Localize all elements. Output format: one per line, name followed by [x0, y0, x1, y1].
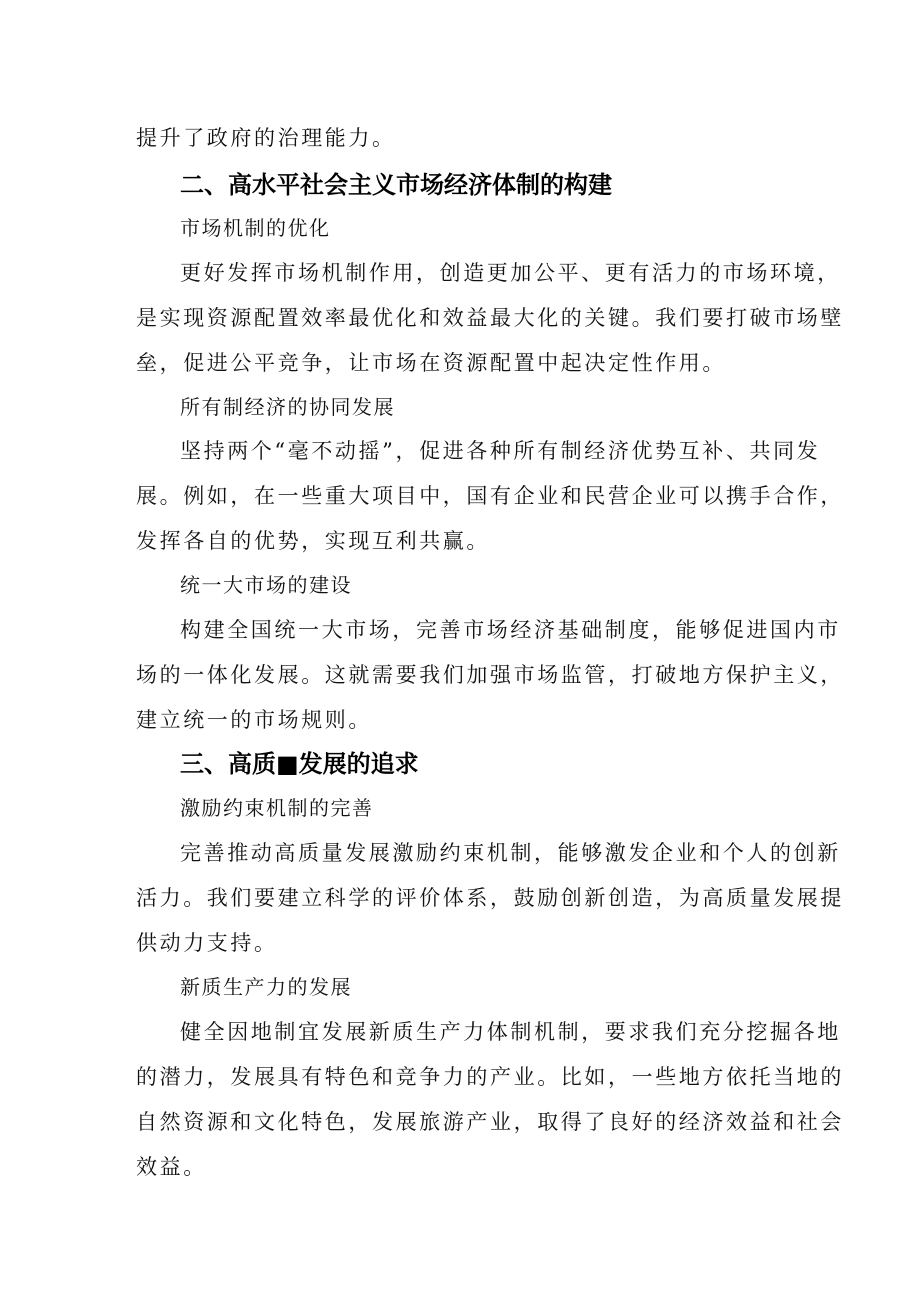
- paragraph-line: 自然资源和文化特色，发展旅游产业，取得了良好的经济效益和社会: [136, 1110, 844, 1134]
- paragraph-line: 的潜力，发展具有特色和竞争力的产业。比如，一些地方依托当地的: [136, 1065, 844, 1089]
- section-2-sub-1-title: 市场机制的优化: [180, 216, 331, 240]
- section-3-sub-2-title: 新质生产力的发展: [180, 975, 352, 999]
- intro-tail-line: 提升了政府的治理能力。: [136, 126, 396, 150]
- section-3-heading: 三、高质■发展的追求: [180, 750, 419, 778]
- paragraph-line: 坚持两个“毫不动摇”，促进各种所有制经济优势互补、共同发: [180, 439, 821, 463]
- section-2-sub-2-title: 所有制经济的协同发展: [180, 395, 395, 419]
- paragraph-line: 完善推动高质量发展激励约束机制，能够激发企业和个人的创新: [180, 841, 841, 865]
- section-2-sub-3-title: 统一大市场的建设: [180, 573, 352, 597]
- paragraph-line: 活力。我们要建立科学的评价体系，鼓励创新创造，为高质量发展提: [136, 886, 844, 910]
- paragraph-line: 是实现资源配置效率最优化和效益最大化的关键。我们要打破市场壁: [136, 306, 844, 330]
- paragraph-line: 效益。: [136, 1155, 207, 1179]
- paragraph-line: 更好发挥市场机制作用，创造更加公平、更有活力的市场环境，: [180, 261, 841, 285]
- paragraph-line: 展。例如，在一些重大项目中，国有企业和民营企业可以携手合作，: [136, 484, 844, 508]
- paragraph-line: 垒，促进公平竞争，让市场在资源配置中起决定性作用。: [136, 351, 726, 375]
- section-2-heading: 二、高水平社会主义市场经济体制的构建: [180, 171, 612, 199]
- paragraph-line: 发挥各自的优势，实现互利共赢。: [136, 529, 490, 553]
- paragraph-line: 场的一体化发展。这就需要我们加强市场监管，打破地方保护主义，: [136, 663, 844, 687]
- paragraph-line: 建立统一的市场规则。: [136, 708, 372, 732]
- paragraph-line: 健全因地制宜发展新质生产力体制机制，要求我们充分挖掘各地: [180, 1020, 841, 1044]
- section-3-sub-1-title: 激励约束机制的完善: [180, 796, 374, 820]
- paragraph-line: 供动力支持。: [136, 931, 278, 955]
- paragraph-line: 构建全国统一大市场，完善市场经济基础制度，能够促进国内市: [180, 618, 841, 642]
